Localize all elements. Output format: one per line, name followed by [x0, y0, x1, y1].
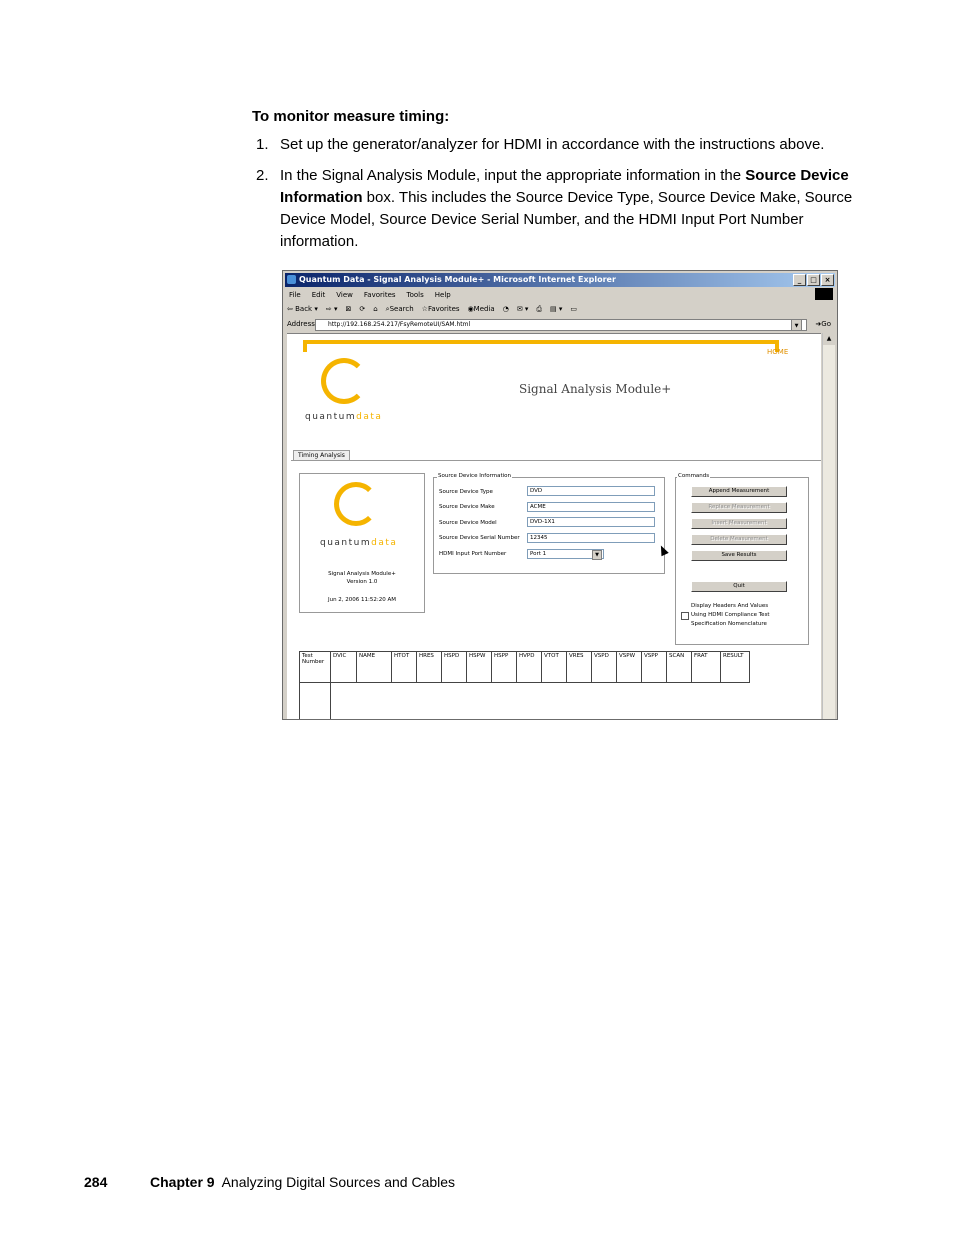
tab-divider	[291, 460, 821, 461]
source-device-info-legend: Source Device Information	[438, 473, 512, 479]
home-icon[interactable]: ⌂	[373, 305, 378, 313]
column-header: HVPD	[517, 652, 542, 683]
menu-tools[interactable]: Tools	[406, 291, 424, 299]
step-text-pre: In the Signal Analysis Module, input the appropriate information in the	[280, 167, 746, 184]
back-arrow-icon: ⇦	[287, 305, 293, 313]
browser-screenshot	[282, 270, 838, 720]
address-label: Address	[287, 320, 315, 328]
column-header: HSPW	[467, 652, 492, 683]
column-header: HSPD	[442, 652, 467, 683]
instruction-heading: To monitor measure timing:	[252, 108, 450, 125]
media-label: Media	[473, 305, 495, 313]
source-device-type-input[interactable]: DVD	[527, 486, 655, 496]
save-results-button[interactable]: Save Results	[691, 550, 787, 561]
table-row	[300, 683, 750, 721]
column-header: VRES	[567, 652, 592, 683]
table-header-row	[300, 652, 750, 683]
step-text: Set up the generator/analyzer for HDMI in accordance with the instructions above.	[280, 136, 825, 153]
menu-edit[interactable]: Edit	[311, 291, 326, 299]
windows-logo-icon	[815, 288, 833, 300]
chapter-footer	[150, 1174, 455, 1190]
favorites-icon: ☆	[421, 305, 428, 313]
about-panel	[299, 473, 425, 613]
media-button[interactable]	[468, 303, 495, 316]
address-dropdown-icon[interactable]: ▼	[791, 319, 802, 331]
step-1	[256, 134, 868, 156]
column-header: FRAT	[692, 652, 721, 683]
column-header: NAME	[357, 652, 392, 683]
column-header: VSPP	[642, 652, 667, 683]
search-button[interactable]	[386, 303, 414, 316]
menu-view[interactable]: View	[336, 291, 353, 299]
back-button[interactable]: ⇦ Back ▾	[287, 305, 318, 313]
maximize-button[interactable]: □	[807, 274, 820, 286]
column-header: VSPD	[592, 652, 617, 683]
logo-text-data: data	[371, 538, 398, 548]
menu-bar	[289, 289, 451, 301]
header-gold-bar	[303, 340, 779, 344]
step-number: 1.	[256, 136, 269, 153]
favorites-button[interactable]	[422, 303, 460, 316]
column-header: HSPP	[492, 652, 517, 683]
compliance-checkbox-label-3: Specification Nomenclature	[691, 621, 767, 627]
insert-measurement-button[interactable]: Insert Measurement	[691, 518, 787, 529]
ie-icon	[287, 275, 296, 284]
results-table	[299, 651, 750, 720]
go-arrow-icon: ➜	[815, 320, 822, 328]
page-viewport	[287, 333, 821, 720]
chapter-label: Chapter 9	[150, 1174, 215, 1190]
window-title: Quantum Data - Signal Analysis Module+ - Microsoft Internet Explorer	[299, 275, 616, 284]
address-bar	[287, 318, 833, 331]
chevron-down-icon[interactable]: ▼	[592, 550, 602, 560]
discuss-icon[interactable]: ▭	[570, 305, 578, 313]
step-text-bold: Source Device Information	[280, 167, 849, 206]
app-title: Signal Analysis Module+	[519, 382, 672, 396]
close-button[interactable]: ×	[821, 274, 834, 286]
go-button[interactable]	[815, 318, 831, 331]
replace-measurement-button[interactable]: Replace Measurement	[691, 502, 787, 513]
back-label: Back	[295, 305, 313, 313]
menu-favorites[interactable]: Favorites	[363, 291, 396, 299]
column-header: VSPW	[617, 652, 642, 683]
logo-wordmark	[320, 538, 397, 548]
source-device-model-input[interactable]: DVD-1X1	[527, 517, 655, 527]
stop-icon[interactable]: ⊠	[345, 305, 352, 313]
scroll-up-icon[interactable]: ▲	[823, 333, 835, 345]
header-gold-bar-left	[303, 340, 307, 352]
logo-wordmark	[305, 412, 382, 422]
home-link[interactable]: HOME	[767, 348, 789, 356]
column-header: Test Number	[300, 652, 331, 683]
address-input[interactable]: http://192.168.254.217/FsyRemoteUI/SAM.html	[315, 319, 807, 331]
search-icon: ⌕	[385, 305, 390, 313]
column-header: SCAN	[667, 652, 692, 683]
hdmi-port-select[interactable]: Port 1	[527, 549, 604, 559]
edit-icon[interactable]: ▤ ▾	[550, 305, 563, 313]
about-name: Signal Analysis Module+	[328, 571, 396, 577]
field-label: Source Device Make	[439, 504, 495, 510]
column-header: VTOT	[542, 652, 567, 683]
column-header: HRES	[417, 652, 442, 683]
favorites-label: Favorites	[427, 305, 460, 313]
compliance-nomenclature-checkbox[interactable]	[681, 612, 689, 620]
about-version: Version 1.0	[346, 579, 378, 585]
about-date: Jun 2, 2006 11:52:20 AM	[327, 597, 397, 603]
logo-text-quantum: quantum	[305, 412, 357, 422]
mail-icon[interactable]: ✉ ▾	[516, 305, 529, 313]
page-number: 284	[84, 1174, 108, 1190]
step-text-post: box. This includes the Source Device Type, Source Device Make, Source Device Model, Source Device Serial Number, and the HDMI Input Port Number information.	[280, 189, 853, 250]
append-measurement-button[interactable]: Append Measurement	[691, 486, 787, 497]
search-label: Search	[389, 305, 414, 313]
delete-measurement-button[interactable]: Delete Measurement	[691, 534, 787, 545]
commands-legend: Commands	[678, 473, 710, 479]
compliance-checkbox-label-1: Display Headers And Values	[691, 603, 769, 609]
column-header: RESULT	[721, 652, 750, 683]
logo-text-quantum: quantum	[320, 538, 372, 548]
menu-file[interactable]: File	[289, 291, 301, 299]
chapter-title: Analyzing Digital Sources and Cables	[221, 1174, 456, 1190]
source-device-serial-input[interactable]: 12345	[527, 533, 655, 543]
logo-text-data: data	[356, 412, 383, 422]
refresh-icon[interactable]: ⟳	[359, 305, 366, 313]
field-label: HDMI Input Port Number	[439, 551, 507, 557]
column-header: DVIC	[331, 652, 357, 683]
media-icon: ◉	[467, 305, 474, 313]
tab-timing-analysis[interactable]: Timing Analysis	[293, 450, 350, 460]
browser-titlebar	[285, 273, 835, 287]
print-icon[interactable]: ⎙	[536, 305, 543, 313]
vertical-scrollbar[interactable]	[822, 333, 835, 719]
compliance-checkbox-label-2: Using HDMI Compliance Test	[691, 612, 770, 618]
field-label: Source Device Serial Number	[439, 535, 520, 541]
step-number: 2.	[256, 167, 269, 184]
column-header: HTOT	[392, 652, 417, 683]
source-device-make-input[interactable]: ACME	[527, 502, 655, 512]
go-label: Go	[821, 320, 831, 328]
field-label: Source Device Type	[439, 489, 493, 495]
forward-icon[interactable]: ⇨ ▾	[325, 305, 338, 313]
minimize-button[interactable]: _	[793, 274, 806, 286]
quantumdata-logo-icon	[321, 358, 367, 404]
menu-help[interactable]: Help	[434, 291, 451, 299]
field-label: Source Device Model	[439, 520, 497, 526]
quit-button[interactable]: Quit	[691, 581, 787, 592]
history-icon[interactable]: ◔	[502, 305, 509, 313]
browser-toolbar	[287, 303, 577, 316]
quantumdata-logo-icon	[334, 482, 378, 526]
step-text	[280, 165, 868, 253]
step-2	[256, 165, 868, 253]
